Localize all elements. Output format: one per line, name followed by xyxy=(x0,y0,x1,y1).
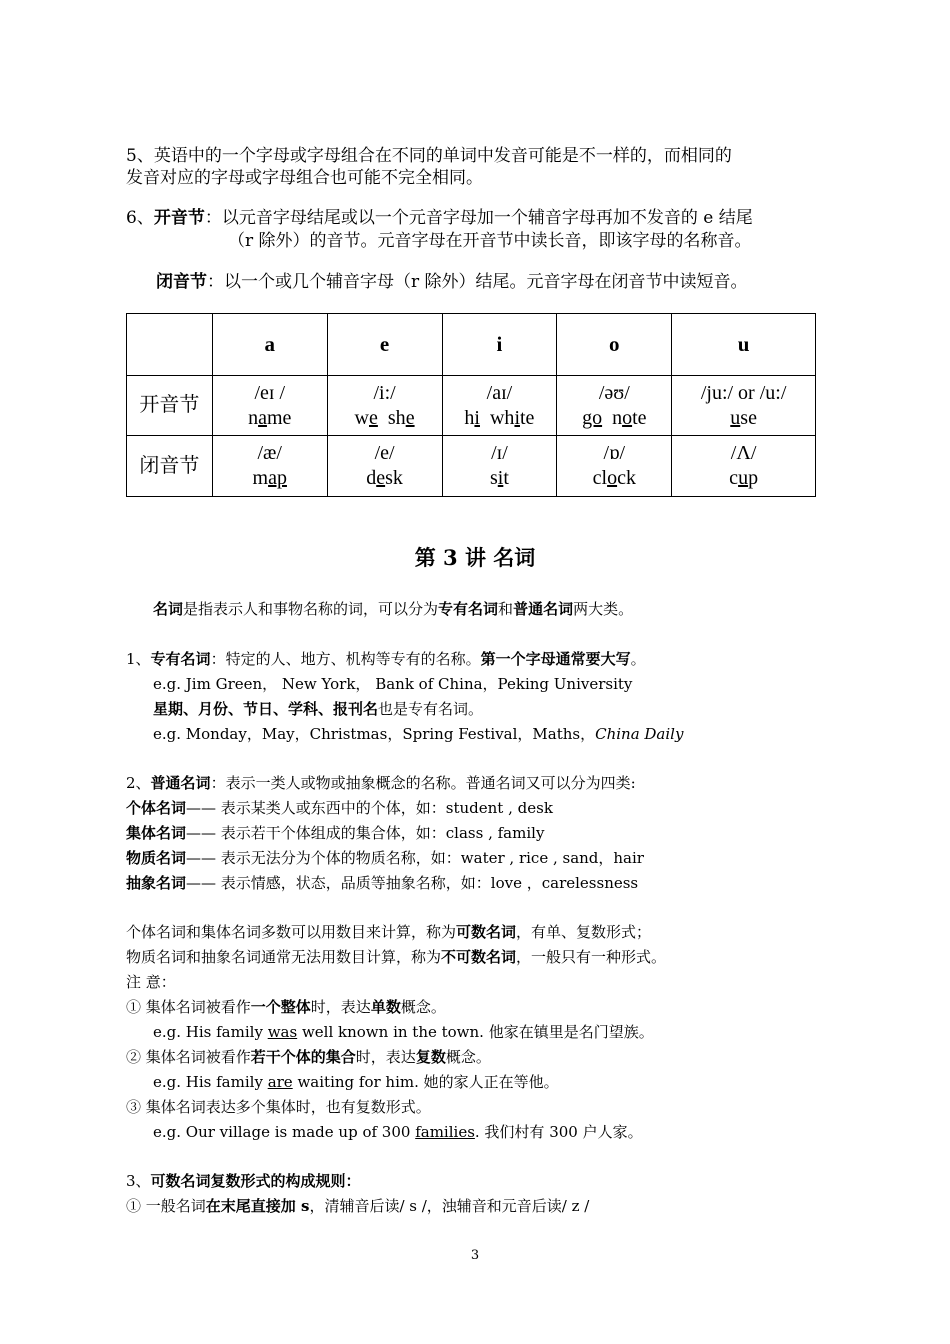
bold-phrase: 复数 xyxy=(415,1048,446,1066)
example-word xyxy=(557,406,671,431)
closed-syllable-term: 闭音节 xyxy=(156,272,207,292)
vowel-header-o: o xyxy=(557,314,672,376)
underlined-word: families xyxy=(415,1123,475,1141)
noun-definition xyxy=(153,599,633,619)
closed-cell-u xyxy=(672,436,816,497)
text: e.g. His family xyxy=(153,1073,268,1091)
underlined-letter: u xyxy=(738,467,749,489)
underlined-letter: e xyxy=(376,467,386,489)
underlined-letter: o xyxy=(622,406,633,429)
word-part: p xyxy=(748,467,759,489)
word-part: d xyxy=(366,467,377,489)
vowel-table-corner-cell xyxy=(127,314,213,376)
word-part: c xyxy=(729,467,739,489)
ipa: /æ/ xyxy=(257,442,282,464)
paragraph-5-line-2: 发音对应的字母或字母组合也可能不完全相同。 xyxy=(126,168,483,188)
noun-kind-material xyxy=(126,848,644,868)
underlined-letter: go xyxy=(582,406,603,429)
closed-syllable-row xyxy=(127,436,816,497)
word-part: wh xyxy=(479,406,515,429)
closed-syllable-paragraph xyxy=(156,271,748,293)
text: 也是专有名词。 xyxy=(378,700,484,718)
bold-phrase: 单数 xyxy=(370,998,401,1016)
ipa: /əʊ/ xyxy=(598,381,630,404)
paragraph-6-line-1 xyxy=(126,207,753,229)
ipa: /e/ xyxy=(374,442,395,464)
section-1-example-1: e.g. Jim Green， New York， Bank of China，Peking University xyxy=(153,675,633,693)
bold-phrase: 若干个体的集合 xyxy=(250,1048,356,1066)
section-1-example-2 xyxy=(153,724,683,744)
example-word xyxy=(213,466,327,491)
page-number: 3 xyxy=(470,1248,480,1263)
closed-cell-o xyxy=(557,436,672,497)
section-number: 2、 xyxy=(126,774,151,792)
kind-text: —— 表示情感，状态，品质等抽象名称，如：love ，carelessness xyxy=(186,874,639,892)
kind-term: 个体名词 xyxy=(126,799,187,817)
underlined-letter: a xyxy=(258,406,267,429)
noun-kind-individual xyxy=(126,798,553,818)
word-part: n xyxy=(248,406,259,429)
underlined-letter: i xyxy=(514,406,520,429)
section-term: 普通名词 xyxy=(150,774,211,792)
ipa: /Λ/ xyxy=(730,442,757,464)
word-part: se xyxy=(740,406,757,429)
section-number: 3、 xyxy=(126,1172,151,1190)
kind-term: 物质名词 xyxy=(126,849,187,867)
text: well known in the town. 他家在镇里是名门望族。 xyxy=(297,1023,654,1041)
open-cell-a xyxy=(212,376,327,436)
open-syllable-row xyxy=(127,376,816,436)
p6-number: 6、 xyxy=(126,208,154,228)
text: 两大类。 xyxy=(573,600,634,618)
vowel-table xyxy=(126,313,816,497)
section-1-note xyxy=(153,699,483,719)
open-cell-u xyxy=(672,376,816,436)
noun-term: 名词 xyxy=(153,600,184,618)
section-2-heading xyxy=(126,773,636,793)
text: ① 集体名词被看作 xyxy=(126,998,251,1016)
text: ，有单、复数形式； xyxy=(516,923,652,941)
word-part: m xyxy=(252,467,269,489)
text: 和 xyxy=(498,600,514,618)
open-syllable-label: 开音节 xyxy=(127,376,213,436)
ipa: /aɪ/ xyxy=(486,381,513,404)
countable-term: 可数名词 xyxy=(456,923,517,941)
section-term: 专有名词 xyxy=(150,650,211,668)
text: ：特定的人、地方、机构等专有的名称。 xyxy=(210,650,481,668)
section-1-heading xyxy=(126,649,646,669)
word-part: t xyxy=(503,467,509,489)
text: e.g. Monday，May，Christmas，Spring Festival，Maths， xyxy=(153,725,596,743)
open-cell-i xyxy=(442,376,557,436)
word-part: n xyxy=(602,406,623,429)
closed-cell-a xyxy=(212,436,327,497)
example-word xyxy=(328,406,442,431)
p6-text-1: ：以元音字母结尾或以一个元音字母加一个辅音字母再加不发音的 e 结尾 xyxy=(204,208,753,228)
underlined-letter: i xyxy=(474,406,480,429)
vowel-table-header-row xyxy=(127,314,816,376)
word-part: cl xyxy=(592,467,608,489)
uncountable-term: 不可数名词 xyxy=(441,948,517,966)
text: ① 一般名词 xyxy=(126,1197,206,1215)
text: ，清辅音后读/ s /，浊辅音和元音后读/ z / xyxy=(309,1197,590,1215)
example-word xyxy=(213,406,327,431)
word-part: te xyxy=(632,406,647,429)
kind-term: 集体名词 xyxy=(126,824,187,842)
vowel-header-u: u xyxy=(672,314,816,376)
underlined-letter: e xyxy=(369,406,378,429)
kind-text: —— 表示某类人或东西中的个体，如：student , desk xyxy=(186,799,553,817)
paragraph-5-line-1: 5、英语中的一个字母或字母组合在不同的单词中发音可能是不一样的，而相同的 xyxy=(126,146,732,166)
note-1-example xyxy=(153,1022,654,1042)
vowel-header-i: i xyxy=(442,314,557,376)
proper-noun-kinds: 星期、月份、节日、学科、报刊名 xyxy=(153,700,379,718)
text: 是指表示人和事物名称的词，可以分为 xyxy=(183,600,439,618)
ipa: /ju:/ or /u:/ xyxy=(700,381,787,404)
open-cell-e xyxy=(327,376,442,436)
text: ，一般只有一种形式。 xyxy=(516,948,667,966)
bold-phrase: 在末尾直接加 s xyxy=(205,1197,310,1215)
countable-explanation xyxy=(126,922,651,942)
vowel-header-e: e xyxy=(327,314,442,376)
open-cell-o xyxy=(557,376,672,436)
noun-kind-abstract xyxy=(126,873,638,893)
text: 时，表达 xyxy=(310,998,371,1016)
underlined-letter: ap xyxy=(268,467,287,489)
lecture-title: 第 3 讲 名词 xyxy=(414,545,536,570)
word-part: s xyxy=(489,467,498,489)
word-part: ck xyxy=(617,467,636,489)
note-2 xyxy=(126,1047,491,1067)
underlined-letter: i xyxy=(497,467,504,489)
italic-title: China Daily xyxy=(595,725,684,743)
ipa: /ɪ/ xyxy=(491,442,508,464)
word-part: sh xyxy=(377,406,406,429)
example-word xyxy=(557,466,671,491)
text: 个体名词和集体名词多数可以用数目来计算，称为 xyxy=(126,923,457,941)
closed-syllable-text: ：以一个或几个辅音字母（r 除外）结尾。元音字母在闭音节中读短音。 xyxy=(207,272,748,292)
vowel-header-a: a xyxy=(212,314,327,376)
text: 概念。 xyxy=(445,1048,491,1066)
paragraph-6-line-2: （r 除外）的音节。元音字母在开音节中读长音，即该字母的名称音。 xyxy=(228,231,752,251)
example-word xyxy=(672,466,815,491)
noun-kind-collective xyxy=(126,823,544,843)
section-term: 可数名词复数形式的构成规则： xyxy=(150,1172,361,1190)
kind-term: 抽象名词 xyxy=(126,874,187,892)
text: 时，表达 xyxy=(355,1048,416,1066)
word-part: te xyxy=(520,406,535,429)
note-1 xyxy=(126,997,446,1017)
note-3: ③ 集体名词表达多个集体时，也有复数形式。 xyxy=(126,1098,431,1116)
word-part: me xyxy=(266,406,292,429)
text: waiting for him. 她的家人正在等他。 xyxy=(292,1073,559,1091)
text: 物质名词和抽象名词通常无法用数目计算，称为 xyxy=(126,948,442,966)
text: 概念。 xyxy=(400,998,446,1016)
section-number: 1、 xyxy=(126,650,151,668)
example-word xyxy=(328,466,442,491)
capital-rule: 第一个字母通常要大写 xyxy=(480,650,631,668)
text: ② 集体名词被看作 xyxy=(126,1048,251,1066)
text: ：表示一类人或物或抽象概念的名称。普通名词又可以分为四类: xyxy=(210,774,636,792)
kind-text: —— 表示若干个体组成的集合体，如：class , family xyxy=(186,824,545,842)
proper-noun-term: 专有名词 xyxy=(438,600,499,618)
underlined-letter: u xyxy=(730,406,741,429)
plural-rule-1 xyxy=(126,1196,589,1216)
word-part: w xyxy=(354,406,369,429)
text: 。 xyxy=(630,650,646,668)
note-3-example xyxy=(153,1122,643,1142)
closed-cell-e xyxy=(327,436,442,497)
text: e.g. Our village is made up of 300 xyxy=(153,1123,416,1141)
underlined-word: are xyxy=(267,1073,293,1091)
section-3-heading xyxy=(126,1171,361,1191)
common-noun-term: 普通名词 xyxy=(513,600,574,618)
bold-phrase: 一个整体 xyxy=(250,998,311,1016)
example-word xyxy=(672,406,815,431)
closed-syllable-label: 闭音节 xyxy=(127,436,213,497)
underlined-word: was xyxy=(267,1023,298,1041)
ipa: /i:/ xyxy=(373,381,396,404)
note-label: 注 意： xyxy=(126,973,176,991)
example-word xyxy=(443,466,557,491)
underlined-letter: e xyxy=(405,406,415,429)
ipa: /eɪ / xyxy=(254,381,285,404)
kind-text: —— 表示无法分为个体的物质名称，如：water , rice , sand，hair xyxy=(186,849,644,867)
uncountable-explanation xyxy=(126,947,666,967)
open-syllable-term: 开音节 xyxy=(153,208,205,228)
underlined-letter: o xyxy=(607,467,618,489)
example-word xyxy=(443,406,557,431)
word-part: sk xyxy=(385,467,403,489)
text: e.g. His family xyxy=(153,1023,268,1041)
text: . 我们村有 300 户人家。 xyxy=(474,1123,643,1141)
closed-cell-i xyxy=(442,436,557,497)
word-part: h xyxy=(464,406,475,429)
note-2-example xyxy=(153,1072,559,1092)
ipa: /ɒ/ xyxy=(603,442,626,464)
